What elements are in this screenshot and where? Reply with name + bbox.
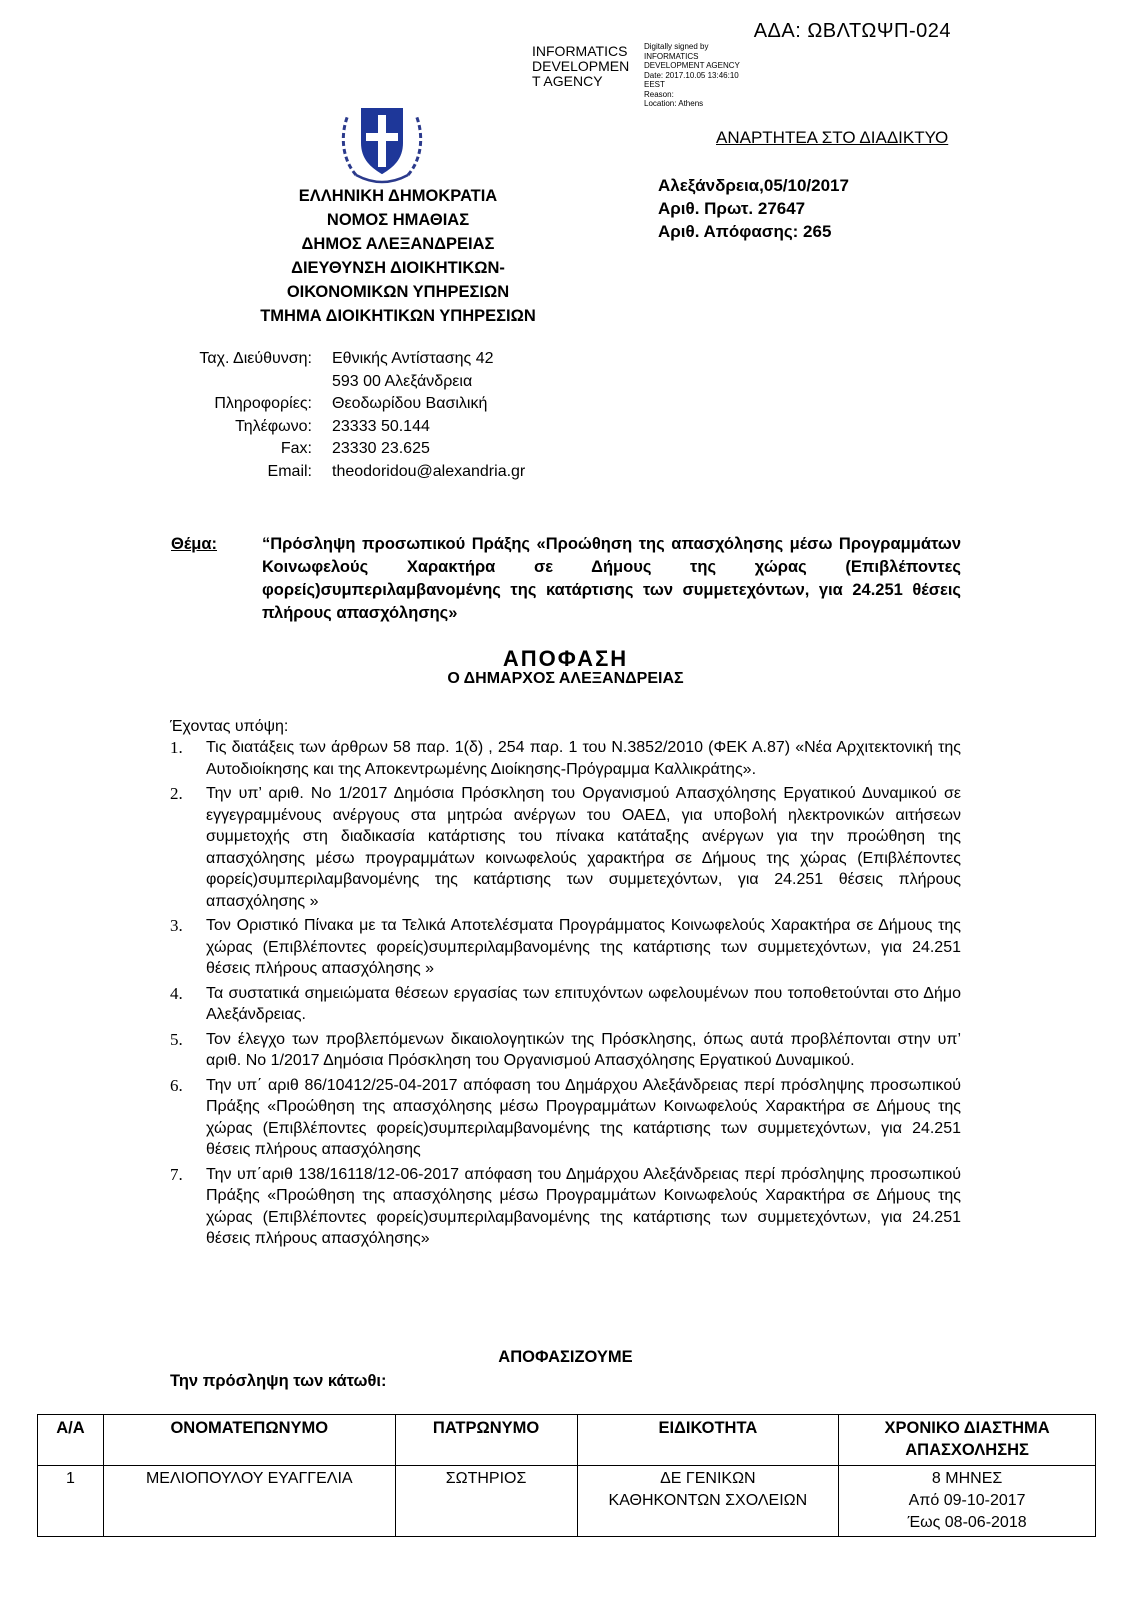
consideration-item xyxy=(170,915,961,980)
protocol-number: Αριθ. Πρωτ. 27647 xyxy=(658,199,806,218)
hires-table xyxy=(37,1414,1096,1537)
item-text: Τα συστατικά σημειώματα θέσεων εργασίας των επιτυχόντων ωφελουμένων που τοποθετούνται στο Δήμο Αλεξάνδρειας. xyxy=(206,984,961,1023)
contact-row xyxy=(170,348,525,371)
contact-row xyxy=(170,371,525,394)
authority-line: ΝΟΜΟΣ ΗΜΑΘΙΑΣ xyxy=(326,211,470,229)
ada-code: ΑΔΑ: ΩΒΛΤΩΨΠ-024 xyxy=(753,20,951,42)
signature-detail-line: Reason: xyxy=(644,89,674,99)
signature-org-line: INFORMATICS xyxy=(532,43,628,59)
signature-org-line: DEVELOPMEN xyxy=(532,58,630,74)
item-text: Την υπ΄αριθ 138/16118/12-06-2017 απόφαση του Δημάρχου Αλεξάνδρειας περί πρόσληψης προσωπικού Πράξης «Προώθηση της απασχόλησης μέσω Προγραμμάτων Κοινωφελούς Χαρακτήρα σε Δήμους της χώρας (Επιβλέποντες φορείς)συμπεριλαμβανομένης της κατάρτισης των συμμετεχόντων, για 24.251 θέσεις πλήρους απασχόλησης» xyxy=(206,1165,961,1247)
cell-specialty xyxy=(577,1466,839,1537)
subject-label: Θέμα: xyxy=(171,535,218,553)
signature-organization xyxy=(532,44,642,89)
contact-label: Πληροφορίες: xyxy=(214,395,312,412)
cell-name: ΜΕΛΙΟΠΟΥΛΟΥ ΕΥΑΓΓΕΛΙΑ xyxy=(103,1466,395,1537)
contact-details xyxy=(170,348,525,483)
column-header: ΟΝΟΜΑΤΕΠΩΝΥΜΟ xyxy=(103,1415,395,1466)
column-header: ΠΑΤΡΩΝΥΜΟ xyxy=(395,1415,577,1466)
cell-father: ΣΩΤΗΡΙΟΣ xyxy=(395,1466,577,1537)
signature-detail-line: INFORMATICS xyxy=(644,51,699,61)
signature-org-line: T AGENCY xyxy=(532,73,603,89)
consideration-item xyxy=(170,1075,961,1161)
contact-value: 593 00 Αλεξάνδρεια xyxy=(332,372,473,390)
cell-aa: 1 xyxy=(38,1466,104,1537)
signature-detail-line: Location: Athens xyxy=(644,99,704,108)
decision-title: ΑΠΟΦΑΣΗ xyxy=(502,646,629,671)
item-text: Τον Οριστικό Πίνακα με τα Τελικά Αποτελέσματα Προγράμματος Κοινωφελούς Χαρακτήρα σε Δήμους της χώρας (Επιβλέποντες φορείς)συμπεριλαμβανομένης της κατάρτισης των συμμετεχόντων, για 24.251 θέσεις πλήρους απασχόλησης » xyxy=(206,917,961,977)
item-text: Τον έλεγχο των προβλεπόμενων δικαιολογητικών της Πρόσκλησης, όπως αυτά προβλέπονται στην υπ’ αριθ. Νο 1/2017 Δημόσια Πρόσκληση του Οργανισμού Απασχόλησης Εργατικού Δυναμικού. xyxy=(206,1030,961,1069)
contact-label: Ταχ. Διεύθυνση: xyxy=(199,350,312,367)
contact-row xyxy=(170,416,525,439)
period-line: Από 09-10-2017 xyxy=(908,1492,1026,1509)
considering-intro: Έχοντας υπόψη: xyxy=(170,718,289,735)
signature-detail-line: DEVELOPMENT AGENCY xyxy=(644,61,740,70)
period-line: 8 ΜΗΝΕΣ xyxy=(931,1470,1003,1487)
contact-row xyxy=(170,393,525,416)
authority-line: ΔΙΕΥΘΥΝΣΗ ΔΙΟΙΚΗΤΙΚΩΝ- xyxy=(291,259,505,277)
contact-label: Τηλέφωνο: xyxy=(235,417,312,435)
table-header-row xyxy=(38,1415,1096,1466)
greek-coat-of-arms-icon xyxy=(338,97,426,187)
contact-label: Email: xyxy=(267,462,312,480)
contact-table xyxy=(170,348,525,483)
specialty-line: ΚΑΘΗΚΟΝΤΩΝ ΣΧΟΛΕΙΩΝ xyxy=(608,1492,808,1509)
item-text: Την υπ’ αριθ. Νο 1/2017 Δημόσια Πρόσκληση του Οργανισμού Απασχόλησης Εργατικού Δυναμικού σε εγγεγραμμένους ανέργους στα μητρώα ανέργων του ΟΑΕΔ, για υποβολή ηλεκτρονικών αιτήσεων συμμετοχής στη διαδικασία κατάρτισης του πίνακα κατάταξης ανέργων για την προώθηση της απασχόλησης μέσω προγραμμάτων κοινωφελούς χαρακτήρα σε Δήμους της χώρας (Επιβλέποντες φορείς)συμπεριλαμβανομένης της κατάρτισης των συμμετεχόντων, για 24.251 θέσεις πλήρους απασχόλησης » xyxy=(206,785,961,910)
issuing-authority xyxy=(200,184,596,328)
column-header: ΧΡΟΝΙΚΟ ΔΙΑΣΤΗΜΑ ΑΠΑΣΧΟΛΗΣΗΣ xyxy=(839,1415,1096,1466)
column-header: Α/Α xyxy=(38,1415,104,1466)
consideration-item xyxy=(170,1164,961,1250)
contact-label xyxy=(170,371,332,394)
authority-line: ΟΙΚΟΝΟΜΙΚΩΝ ΥΠΗΡΕΣΙΩΝ xyxy=(286,283,510,301)
contact-label: Fax: xyxy=(280,440,312,457)
item-number: 4. xyxy=(170,983,183,1003)
signature-detail-line: Digitally signed by xyxy=(644,42,709,51)
contact-value: Θεοδωρίδου Βασιλική xyxy=(332,395,488,412)
authority-line: ΔΗΜΟΣ ΑΛΕΞΑΝΔΡΕΙΑΣ xyxy=(301,235,495,253)
consideration-item xyxy=(170,1029,961,1072)
signature-detail-line: EEST xyxy=(644,80,665,89)
contact-value: 23333 50.144 xyxy=(332,417,430,435)
signature-detail-line: Date: 2017.10.05 13:46:10 xyxy=(644,70,739,80)
contact-row xyxy=(170,461,525,484)
item-number: 7. xyxy=(170,1164,183,1184)
period-line: Έως 08-06-2018 xyxy=(907,1514,1027,1531)
mayor-heading: Ο ΔΗΜΑΡΧΟΣ ΑΛΕΞΑΝΔΡΕΙΑΣ xyxy=(447,670,684,687)
place-date: Αλεξάνδρεια,05/10/2017 xyxy=(658,176,849,195)
contact-row xyxy=(170,438,525,461)
item-number: 2. xyxy=(170,784,183,803)
consideration-item xyxy=(170,983,961,1026)
item-number: 6. xyxy=(170,1075,183,1095)
specialty-line: ΔΕ ΓΕΝΙΚΩΝ xyxy=(660,1470,756,1487)
consideration-item xyxy=(170,737,961,780)
item-number: 5. xyxy=(170,1029,183,1049)
signature-details xyxy=(644,42,740,109)
contact-email: theodoridou@alexandria.gr xyxy=(332,462,526,480)
authority-line: ΕΛΛΗΝΙΚΗ ΔΗΜΟΚΡΑΤΙΑ xyxy=(298,187,498,205)
consideration-item xyxy=(170,783,961,912)
item-text: Την υπ΄ αριθ 86/10412/25-04-2017 απόφαση του Δημάρχου Αλεξάνδρειας περί πρόσληψης προσωπικού Πράξης «Προώθηση της απασχόλησης μέσω Προγραμμάτων Κοινωφελούς Χαρακτήρα σε Δήμους της χώρας (Επιβλέποντες φορείς)συμπεριλαμβανομένης της κατάρτισης των συμμετεχόντων, για 24.251 θέσεις πλήρους απασχόλησης xyxy=(206,1076,961,1158)
contact-value: 23330 23.625 xyxy=(332,440,430,457)
item-number: 1. xyxy=(170,738,183,757)
cell-period xyxy=(839,1466,1096,1537)
table-row xyxy=(38,1466,1096,1537)
considerations-list xyxy=(170,737,961,1253)
document-meta xyxy=(658,174,849,243)
decide-heading: ΑΠΟΦΑΣΙΖΟΥΜΕ xyxy=(498,1348,633,1366)
item-text: Τις διατάξεις των άρθρων 58 παρ. 1(δ) , 254 παρ. 1 του Ν.3852/2010 (ΦΕΚ Α.87) «Νέα Αρχιτεκτονική της Αυτοδιοίκησης και της Αποκεντρωμένης Διοίκησης-Πρόγραμμα Καλλικράτης». xyxy=(206,739,961,778)
contact-value: Εθνικής Αντίστασης 42 xyxy=(332,350,494,367)
authority-line: ΤΜΗΜΑ ΔΙΟΙΚΗΤΙΚΩΝ ΥΠΗΡΕΣΙΩΝ xyxy=(260,307,536,325)
decision-number: Αριθ. Απόφασης: 265 xyxy=(658,222,832,241)
item-number: 3. xyxy=(170,916,183,935)
subject-text: “Πρόσληψη προσωπικού Πράξης «Προώθηση της απασχόλησης μέσω Προγραμμάτων Κοινωφελούς Χαρακτήρα σε Δήμους της χώρας (Επιβλέποντες φορείς)συμπεριλαμβανομένης της κατάρτισης των συμμετεχόντων, για 24.251 θέσεις πλήρους απασχόλησης» xyxy=(262,535,961,622)
hire-intro: Την πρόσληψη των κάτωθι: xyxy=(170,1372,387,1390)
publish-notice: ΑΝΑΡΤΗΤΕΑ ΣΤΟ ΔΙΑΔΙΚΤΥΟ xyxy=(716,128,949,147)
column-header: ΕΙΔΙΚΟΤΗΤΑ xyxy=(577,1415,839,1466)
